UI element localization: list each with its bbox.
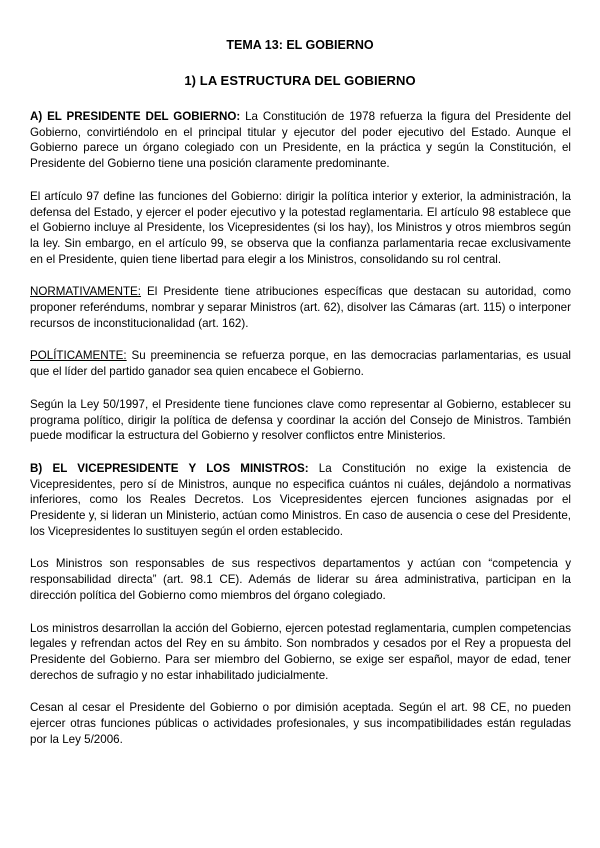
paragraph-articulo-97 xyxy=(30,189,571,268)
paragraph-text: Su preeminencia se refuerza porque, en las democracias parlamentarias, es usual que el líder del partido ganador sea quien encabece el Gobierno. xyxy=(30,349,571,379)
page-title: TEMA 13: EL GOBIERNO xyxy=(226,38,374,52)
paragraph-ley-50-1997 xyxy=(30,397,571,444)
underlined-label-politicamente: POLÍTICAMENTE: xyxy=(30,349,127,363)
paragraph-text: Los Ministros son responsables de sus respectivos departamentos y actúan con “competencia y responsabilidad directa” (art. 98.1 CE). Además de liderar su área administrativa, participan en la dirección política del Gobierno como miembros del órgano colegiado. xyxy=(30,557,571,602)
paragraph-text: Cesan al cesar el Presidente del Gobierno o por dimisión aceptada. Según el art. 98 CE, no pueden ejercer otras funciones públicas o actividades profesionales, y sus incompatibilidades están reguladas por la Ley 5/2006. xyxy=(30,701,571,746)
document-body xyxy=(30,109,571,765)
paragraph-vicepresidente xyxy=(30,461,571,540)
paragraph-politicamente xyxy=(30,348,571,379)
paragraph-ministros-responsables xyxy=(30,556,571,603)
paragraph-text: El artículo 97 define las funciones del Gobierno: dirigir la política interior y exterior, la administración, la defensa del Estado, y ejercer el poder ejecutivo y la potestad reglamentaria. El artículo 98 establece que el Gobierno incluye al Presidente, los Vicepresidentes (si los hay), los Ministros y otros miembros según la ley. Sin embargo, en el artículo 99, se observa que la confianza parlamentaria recae exclusivamente en el Presidente, quien tiene libertad para elegir a los Ministros, consolidando su rol central. xyxy=(30,189,571,266)
paragraph-ministros-accion xyxy=(30,621,571,684)
paragraph-text: El Presidente tiene atribuciones específicas que destacan su autoridad, como proponer referéndums, nombrar y separar Ministros (art. 62), disolver las Cámaras (art. 115) o interponer recursos de inconstitucionalidad (art. 162). xyxy=(30,285,571,330)
paragraph-cese xyxy=(30,700,571,747)
paragraph-text: Según la Ley 50/1997, el Presidente tiene funciones clave como representar al Gobierno, establecer su programa político, dirigir la política de defensa y coordinar la acción del Consejo de Ministros. También puede modificar la estructura del Gobierno y resolver conflictos entre Ministerios. xyxy=(30,397,571,443)
underlined-label-normativamente: NORMATIVAMENTE: xyxy=(30,285,142,299)
paragraph-text: La Constitución de 1978 refuerza la figura del Presidente del Gobierno, convirtiéndolo en el principal titular y ejecutor del poder ejecutivo del Estado. Aunque el Gobierno parece un órgano colegiado con un Presidente, en la práctica y según la Constitución, el Presidente del Gobierno tiene una posición claramente predominante. xyxy=(30,110,571,171)
paragraph-normativamente xyxy=(30,284,571,331)
paragraph-text: La Constitución no exige la existencia de Vicepresidentes, pero sí de Ministros, aunque no especifica cuántos ni cuáles, dejándolo a normativas inferiores, como los Reales Decretos. Los Vicepresidentes ejercen funciones asignadas por el Presidente y, si lideran un Ministerio, actúan como Ministros. En caso de ausencia o cese del Presidente, los Vicepresidentes lo sustituyen según el orden establecido. xyxy=(30,461,571,538)
section-lead-presidente: A) EL PRESIDENTE DEL GOBIERNO: xyxy=(30,110,241,123)
section-heading: 1) LA ESTRUCTURA DEL GOBIERNO xyxy=(184,73,416,88)
paragraph-text: Los ministros desarrollan la acción del Gobierno, ejercen potestad reglamentaria, cumplen competencias legales y refrendan actos del Rey en su ámbito. Son nombrados y cesados por el Rey a propuesta del Presidente del Gobierno. Para ser miembro del Gobierno, se exige ser español, mayor de edad, tener derechos de sufragio y no estar inhabilitado judicialmente. xyxy=(30,621,571,682)
section-lead-vicepresidente: B) EL VICEPRESIDENTE Y LOS MINISTROS: xyxy=(30,461,309,475)
paragraph-presidente xyxy=(30,109,571,172)
